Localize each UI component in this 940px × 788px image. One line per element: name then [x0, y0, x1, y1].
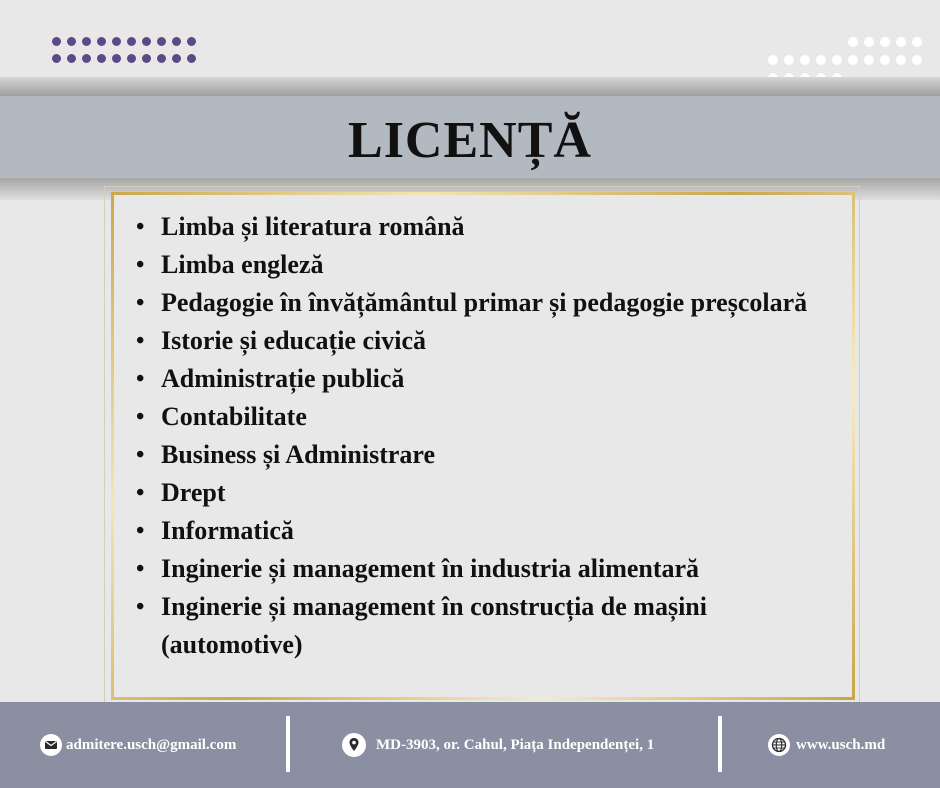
title-band: [0, 96, 940, 178]
list-item: • Inginerie și management în industria alimentară: [134, 550, 844, 588]
map-pin-icon: [342, 733, 366, 757]
footer-email[interactable]: [40, 702, 236, 788]
list-item: • Contabilitate: [134, 398, 844, 436]
title-band-top-edge: [0, 77, 940, 97]
list-item: [134, 588, 844, 664]
address-text: MD-3903, or. Cahul, Piața Independenței, 1: [376, 736, 655, 753]
list-item: • Informatică: [134, 512, 844, 550]
list-item: • Administrație publică: [134, 360, 844, 398]
list-item: • Limba engleză: [134, 246, 844, 284]
email-text: admitere.usch@gmail.com: [66, 736, 237, 753]
footer: [0, 702, 940, 788]
footer-divider: [286, 716, 290, 772]
footer-website[interactable]: [768, 702, 885, 788]
program-list: [134, 208, 844, 664]
list-item: • Pedagogie în învățământul primar și pedagogie preșcolară: [134, 284, 844, 322]
list-item: • Drept: [134, 474, 844, 512]
envelope-icon: [40, 734, 62, 756]
page-title: LICENȚĂ: [348, 111, 592, 169]
footer-address: [342, 702, 654, 788]
list-item: • Istorie și educație civică: [134, 322, 844, 360]
website-text: www.usch.md: [796, 736, 886, 753]
footer-divider: [718, 716, 722, 772]
decorative-dots-left: [52, 37, 196, 63]
list-item: • Business și Administrare: [134, 436, 844, 474]
list-item: • Limba și literatura română: [134, 208, 844, 246]
list-item-line-1: Inginerie și management în construcția de mașini: [161, 592, 707, 621]
globe-icon: [768, 734, 790, 756]
list-item-line-2: (automotive): [161, 630, 303, 659]
